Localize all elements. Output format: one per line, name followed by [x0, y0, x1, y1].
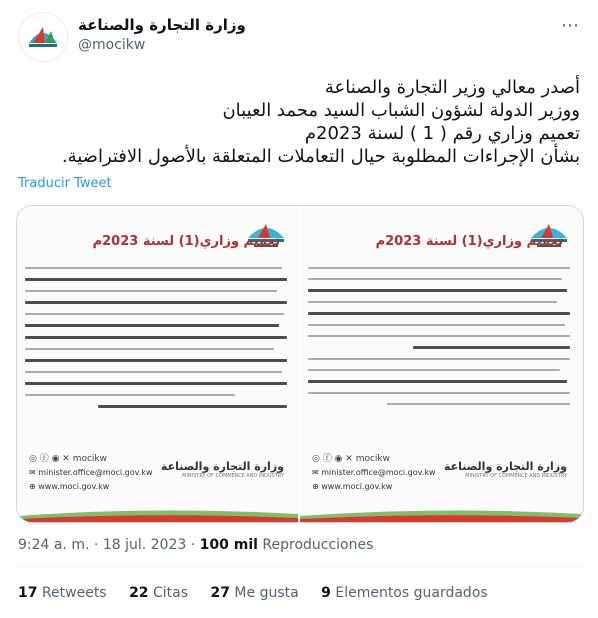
display-name[interactable]: وزارة التجارة والصناعة [78, 16, 246, 34]
footer-handle: mocikw [355, 454, 390, 464]
quotes-label: Citas [153, 585, 189, 601]
globe-icon: ⊕ [29, 482, 39, 491]
document-image-page-2[interactable] [17, 206, 298, 522]
footer-ministry-arabic: وزارة التجارة والصناعة [443, 460, 567, 473]
retweets-count: 17 [18, 585, 38, 601]
views-label: Reproducciones [262, 537, 374, 553]
likes-label: Me gusta [234, 585, 299, 601]
bookmarks-stat[interactable] [321, 585, 488, 601]
globe-icon: ⊕ [312, 482, 322, 491]
tweet-text [20, 76, 580, 168]
more-options-icon[interactable]: ⋯ [561, 15, 579, 36]
footer-wave-decoration [300, 508, 581, 522]
likes-count: 27 [210, 585, 230, 601]
document-body [25, 258, 287, 417]
views-count: 100 mil [199, 537, 258, 553]
divider [16, 566, 582, 567]
tweet-line: تعميم وزاري رقم ( 1 ) لسنة 2023م [304, 123, 580, 144]
document-title: تعميم وزاري(1) لسنة 2023م [375, 234, 563, 249]
footer-email: minister.office@moci.gov.kw [321, 468, 436, 477]
tweet-header [16, 10, 582, 62]
document-footer [25, 452, 290, 512]
footer-email: minister.office@moci.gov.kw [38, 468, 153, 477]
email-icon: ✉ [29, 468, 39, 477]
avatar[interactable] [18, 12, 68, 62]
retweets-stat[interactable] [18, 585, 107, 601]
footer-handle: mocikw [72, 454, 107, 464]
meta-separator: · [93, 537, 103, 553]
tweet-line: ووزير الدولة لشؤون الشباب السيد محمد العيبان [222, 100, 580, 121]
quotes-count: 22 [129, 585, 149, 601]
document-footer [308, 452, 573, 512]
email-icon: ✉ [312, 468, 322, 477]
tweet-date[interactable]: 18 jul. 2023 [102, 537, 187, 553]
document-body [308, 258, 570, 414]
footer-website: www.moci.gov.kw [38, 482, 110, 491]
bookmarks-count: 9 [321, 585, 331, 601]
footer-wave-decoration [17, 508, 298, 522]
tweet-line: أصدر معالي وزير التجارة والصناعة [324, 77, 580, 98]
quotes-stat[interactable] [129, 585, 188, 601]
social-icons: ◎ ⓕ ◉ ✕ [29, 454, 73, 464]
likes-stat[interactable] [210, 585, 298, 601]
tweet-time[interactable]: 9:24 a. m. [18, 537, 90, 553]
bookmarks-label: Elementos guardados [335, 585, 488, 601]
meta-separator: · [190, 537, 200, 553]
tweet-stats [18, 585, 506, 601]
ministry-logo-icon [19, 13, 67, 61]
tweet-media[interactable] [16, 205, 584, 523]
retweets-label: Retweets [41, 585, 107, 601]
tweet-line: بشأن الإجراءات المطلوبة حيال التعاملات المتعلقة بالأصول الافتراضية. [61, 146, 580, 167]
tweet-meta [18, 537, 373, 553]
account-handle[interactable]: @mocikw [78, 37, 146, 53]
footer-ministry-english: MINISTRY OF COMMERCE AND INDUSTRY [182, 473, 284, 479]
footer-website: www.moci.gov.kw [321, 482, 393, 491]
document-image-page-1[interactable] [300, 206, 581, 522]
translate-tweet-link[interactable]: Traducir Tweet [18, 176, 112, 191]
footer-ministry-english: MINISTRY OF COMMERCE AND INDUSTRY [465, 473, 567, 479]
document-title: تعميم وزاري(1) لسنة 2023م [92, 234, 280, 249]
footer-ministry-arabic: وزارة التجارة والصناعة [160, 460, 284, 473]
social-icons: ◎ ⓕ ◉ ✕ [312, 454, 356, 464]
